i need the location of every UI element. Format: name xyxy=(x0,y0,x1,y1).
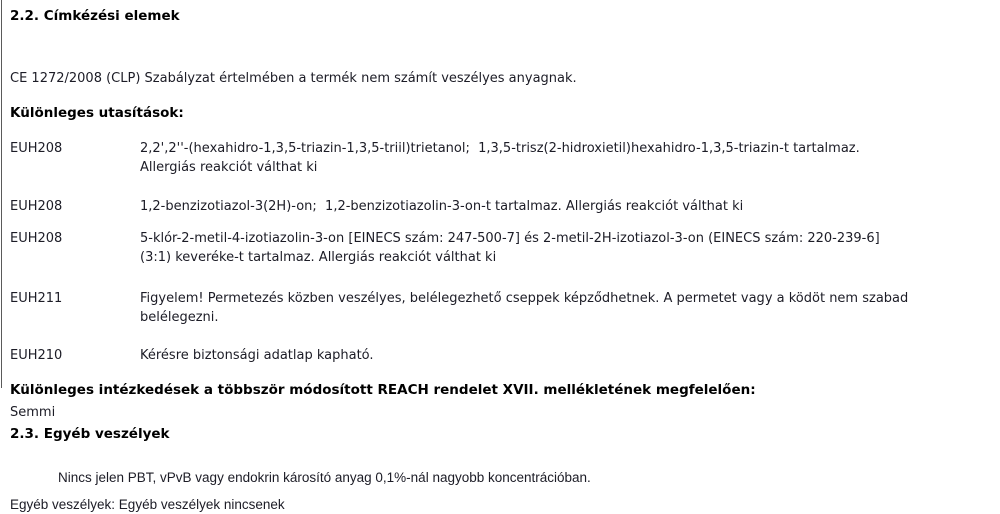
special-instructions-heading: Különleges utasítások: xyxy=(10,105,184,121)
table-row xyxy=(10,289,990,327)
document-content xyxy=(10,0,990,514)
section-2-2-heading: 2.2. Címkézési elemek xyxy=(10,8,180,24)
clp-statement: CE 1272/2008 (CLP) Szabályzat értelmében a termék nem számít veszélyes anyagnak. xyxy=(10,71,577,86)
euh-code: EUH210 xyxy=(10,348,63,363)
table-row xyxy=(10,346,990,365)
euh-text: Figyelem! Permetezés közben veszélyes, belélegezhető cseppek képződhetnek. A permetet vagy a ködöt nem szabad belélegezni. xyxy=(140,291,913,325)
table-row xyxy=(10,229,990,267)
section-2-3-heading: 2.3. Egyéb veszélyek xyxy=(10,426,170,442)
euh-code: EUH208 xyxy=(10,141,63,156)
page-left-border xyxy=(1,0,2,388)
euh-statements-table xyxy=(10,139,990,365)
euh-text: 2,2',2''-(hexahidro-1,3,5-triazin-1,3,5-triil)trietanol; 1,3,5-trisz(2-hidroxietil)hexahidro-1,3,5-triazin-t tartalmaz. Allergiás reakciót válthat ki xyxy=(140,141,864,175)
table-row xyxy=(10,197,990,216)
euh-text: 5-klór-2-metil-4-izotiazolin-3-on [EINECS szám: 247-500-7] és 2-metil-2H-izotiazol-3-on (EINECS szám: 220-239-6] (3:1) keveréke-t tartalmaz. Allergiás reakciót válthat ki xyxy=(140,231,884,265)
euh-code: EUH211 xyxy=(10,291,63,306)
euh-text: 1,2-benzizotiazol-3(2H)-on; 1,2-benzizotiazolin-3-on-t tartalmaz. Allergiás reakciót válthat ki xyxy=(140,199,744,214)
euh-code: EUH208 xyxy=(10,231,63,246)
euh-text: Kérésre biztonsági adatlap kapható. xyxy=(140,348,374,363)
other-hazards-statement: Egyéb veszélyek: Egyéb veszélyek nincsenek xyxy=(10,497,285,512)
reach-measures-value: Semmi xyxy=(10,405,56,420)
euh-code: EUH208 xyxy=(10,199,63,214)
pbt-statement: Nincs jelen PBT, vPvB vagy endokrin károsító anyag 0,1%-nál nagyobb koncentrációban. xyxy=(58,470,591,485)
table-row xyxy=(10,139,990,177)
reach-measures-heading: Különleges intézkedések a többször módosított REACH rendelet XVII. mellékletének megfelelően: xyxy=(10,382,756,398)
